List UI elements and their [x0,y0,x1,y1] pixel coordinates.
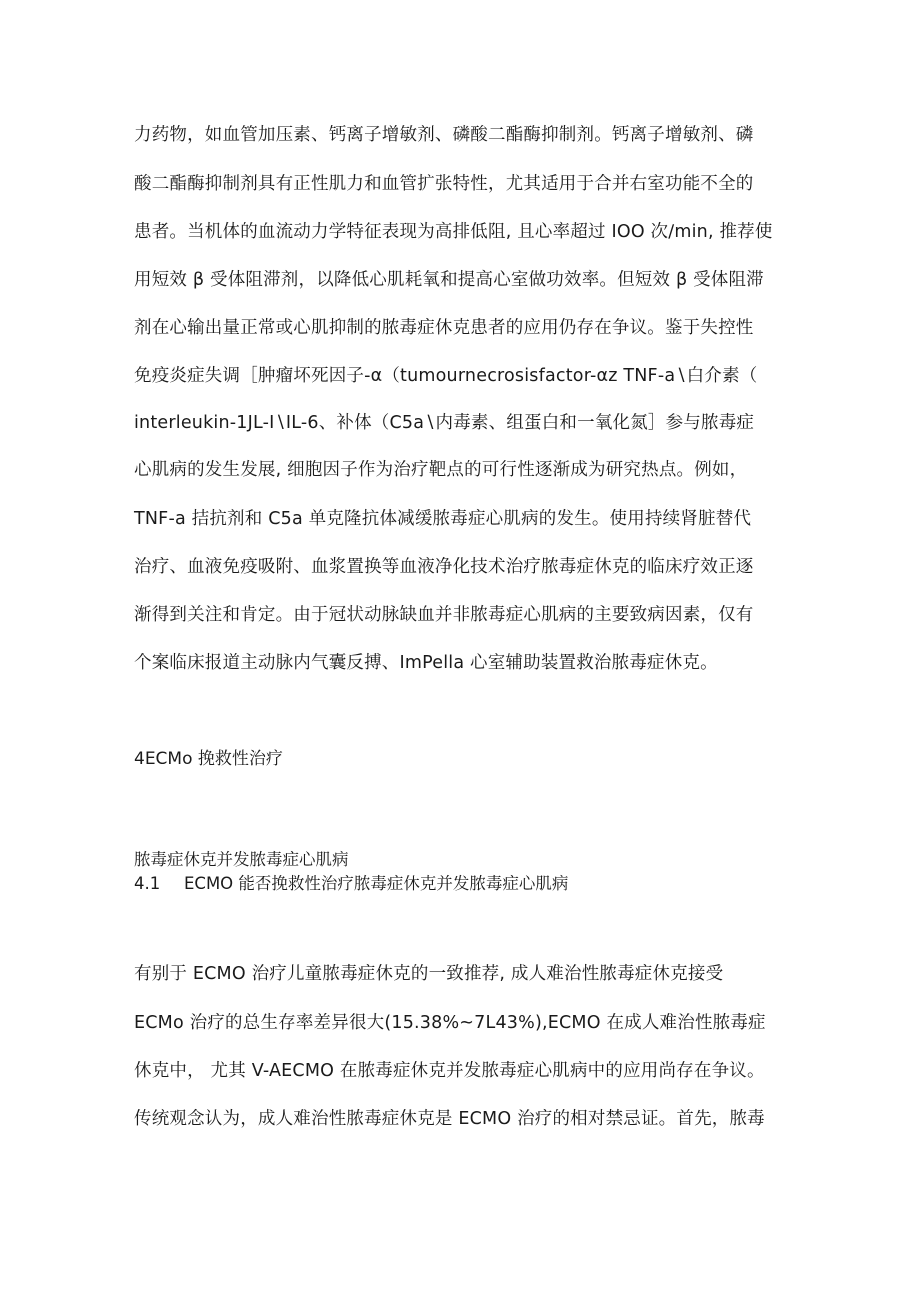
text-line: 个案临床报道主动脉内气囊反搏、ImPella 心室辅助装置救治脓毒症休克。 [134,653,718,673]
section-number: 4.1 [134,874,161,893]
text-line: TNF-a 拮抗剂和 C5a 单克隆抗体减缓脓毒症心肌病的发生。使用持续肾脏替代 [134,509,752,529]
text-line: 心肌病的发生发展, 细胞因子作为治疗靶点的可行性逐渐成为研究热点。例如， [134,460,748,480]
text-line: interleukin-1JL-I∖IL-6、补体（C5a∖内毒素、组蛋白和一氧化氮］参与脓毒症 [134,413,755,433]
section-4-1-heading [134,873,568,895]
text-line: 用短效 β 受体阻滞剂，以降低心肌耗氧和提高心室做功效率。但短效 β 受体阻滞 [134,270,764,290]
text-line: 酸二酯酶抑制剂具有正性肌力和血管扩张特性，尤其适用于合并右室功能不全的 [134,174,754,194]
text-line: 力药物，如血管加压素、钙离子增敏剂、磷酸二酯酶抑制剂。钙离子增敏剂、磷 [134,125,754,145]
text-line: 治疗、血液免疫吸附、血浆置换等血液净化技术治疗脓毒症休克的临床疗效正逐 [134,557,754,577]
text-line: 传统观念认为，成人难治性脓毒症休克是 ECMO 治疗的相对禁忌证。首先，脓毒 [134,1109,765,1129]
section-title: ECMO 能否挽救性治疗脓毒症休克并发脓毒症心肌病 [184,874,569,893]
section-4-heading: 4ECMo 挽救性治疗 [134,749,283,769]
section-4-1-pre-title: 脓毒症休克并发脓毒症心肌病 [134,850,349,869]
text-line: ECMo 治疗的总生存率差异很大(15.38%~7L43%),ECMO 在成人难治性脓毒症 [134,1013,766,1033]
text-line: 有别于 ECMO 治疗儿童脓毒症休克的一致推荐, 成人难治性脓毒症休克接受 [134,964,724,984]
text-line: 患者。当机体的血流动力学特征表现为高排低阻, 且心率超过 IOO 次∕min, 推荐使 [134,222,773,242]
text-line: 剂在心输出量正常或心肌抑制的脓毒症休克患者的应用仍存在争议。鉴于失控性 [134,318,754,338]
text-line: 休克中， 尤其 V-AECMO 在脓毒症休克并发脓毒症心肌病中的应用尚存在争议。 [134,1061,765,1081]
text-line: 免疫炎症失调［肿瘤坏死因子-α（tumournecrosisfactor-αz TNF-a∖白介素（ [134,366,758,386]
text-line: 渐得到关注和肯定。由于冠状动脉缺血并非脓毒症心肌病的主要致病因素，仅有 [134,605,754,625]
